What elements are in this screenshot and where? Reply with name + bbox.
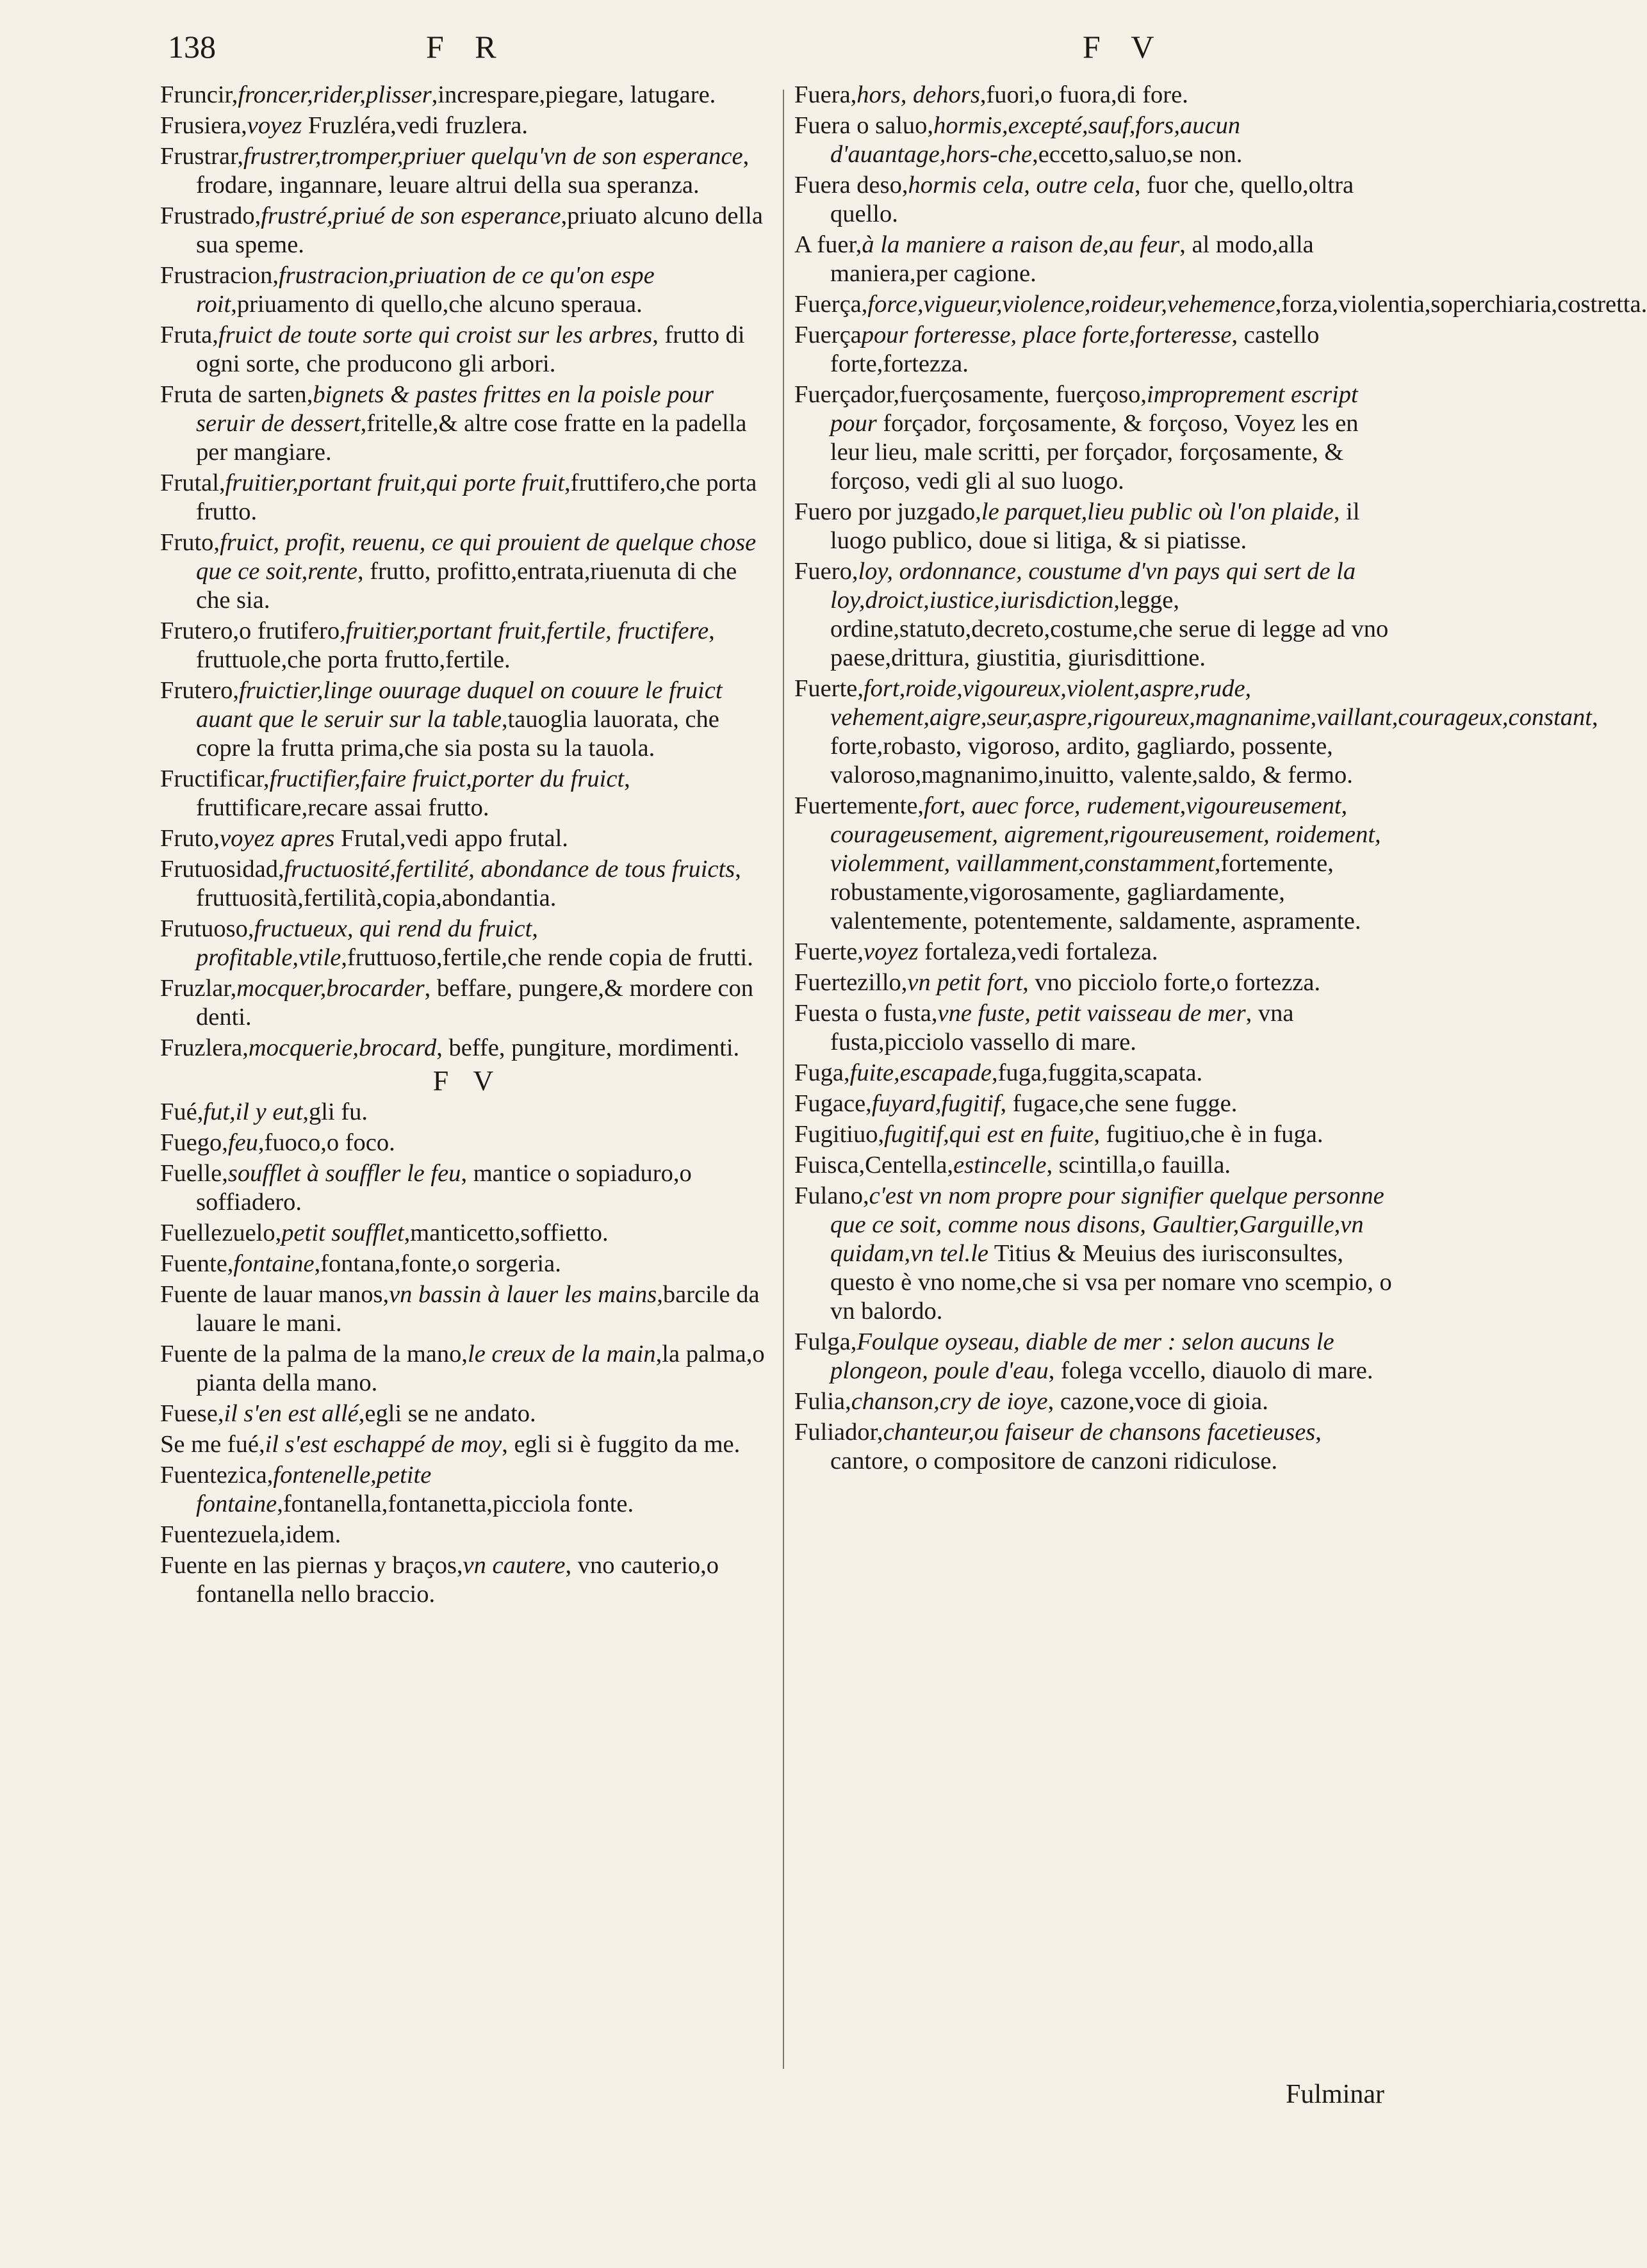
entry-french: fugitif,qui est en fuite xyxy=(884,1121,1094,1148)
entry-headword: Fuese, xyxy=(160,1400,224,1427)
entry-italian: , cazone,voce di gioia. xyxy=(1047,1388,1268,1415)
entry-headword: Fulga, xyxy=(794,1328,857,1355)
entry-italian: , frutto, profitto,entrata,riuenuta di che che sia. xyxy=(196,558,737,614)
entry-italian: , frodare, ingannare, leuare altrui della sua speranza. xyxy=(196,143,750,199)
entry-italian: ,fuori,o fuora,di fore. xyxy=(979,81,1188,108)
entry-italian: , il luogo publico, doue si litiga, & si piatisse. xyxy=(830,498,1360,554)
entry-italian: ,increspare,piegare, latugare. xyxy=(431,81,716,108)
entry-italian: ,priuato alcuno della sua speme. xyxy=(196,202,763,258)
dictionary-entry xyxy=(160,974,775,1032)
entry-french: mocquerie,brocard xyxy=(248,1034,437,1061)
entry-french: fut,il y eut xyxy=(203,1098,303,1125)
entry-italian: Fruzléra,vedi fruzlera. xyxy=(302,112,529,139)
entry-french: bignets & pastes frittes en la poisle pour seruir de dessert xyxy=(196,381,714,437)
entry-headword: Fruzlera, xyxy=(160,1034,249,1061)
entry-headword: A fuer, xyxy=(794,231,862,258)
entry-french: voyez apres xyxy=(220,825,335,852)
catchword: Fulminar xyxy=(1286,2080,1384,2109)
entry-italian: , beffare, pungere,& mordere con denti. xyxy=(196,975,754,1031)
entry-italian: , vno cauterio,o fontanella nello braccio. xyxy=(196,1552,719,1608)
entry-italian: , beffe, pungiture, mordimenti. xyxy=(436,1034,740,1061)
page-number: 138 xyxy=(168,29,216,65)
dictionary-entry xyxy=(160,1159,775,1217)
dictionary-entry xyxy=(160,321,775,379)
entry-french: vn bassin à lauer les mains xyxy=(389,1281,657,1308)
entry-italian: idem. xyxy=(285,1521,341,1548)
entry-headword: Frutero, xyxy=(160,677,239,704)
entry-french: chanteur,ou faiseur de chansons facetieuses xyxy=(883,1419,1316,1446)
entry-italian: ,fuoco,o foco. xyxy=(258,1129,395,1156)
entry-french: hormis,excepté,sauf,fors,aucun d'auantage,hors-che xyxy=(830,112,1241,168)
entry-italian: ,fruttuoso,fertile,che rende copia de frutti. xyxy=(341,944,753,971)
entry-french: mocquer,brocarder xyxy=(236,975,425,1002)
entry-french: fontenelle,petite fontaine xyxy=(196,1462,432,1517)
entry-headword: Frustrar, xyxy=(160,143,243,170)
dictionary-entry xyxy=(794,498,1393,555)
entry-italian: ,legge, ordine,statuto,decreto,costume,che serue di legge ad vno paese,drittura, giustitia, giurisdittione. xyxy=(830,587,1389,671)
dictionary-entry xyxy=(160,1551,775,1609)
dictionary-entry xyxy=(160,1430,775,1459)
entry-italian: , fugace,che sene fugge. xyxy=(1000,1090,1238,1117)
entry-italian: , al modo,alla maniera,per cagione. xyxy=(830,231,1314,287)
entry-italian: ,barcile da lauare le mani. xyxy=(196,1281,760,1337)
dictionary-entry xyxy=(160,1399,775,1428)
entry-headword: Frutuosidad, xyxy=(160,856,284,883)
entry-italian: , egli si è fuggito da me. xyxy=(502,1431,741,1458)
dictionary-entry xyxy=(794,1328,1393,1385)
entry-headword: Fuerça xyxy=(794,322,862,348)
entry-french: Foulque oyseau, diable de mer : selon aucuns le plongeon, poule d'eau xyxy=(830,1328,1334,1384)
entry-headword: Frutero,o frutifero, xyxy=(160,617,346,644)
dictionary-entry xyxy=(794,1151,1393,1180)
entry-headword: Fuente, xyxy=(160,1250,234,1277)
dictionary-entry xyxy=(160,1461,775,1519)
entry-french: fruitier,portant fruit,qui porte fruit xyxy=(225,469,565,496)
entry-headword: Fruzlar, xyxy=(160,975,237,1002)
entry-french: improprement escript pour xyxy=(830,381,1358,437)
entry-headword: Fuerte, xyxy=(794,675,864,702)
entry-french: le creux de la main xyxy=(468,1341,656,1367)
entry-italian: ,fruttifero,che porta frutto. xyxy=(196,469,757,525)
entry-french: fuite,escapade xyxy=(849,1059,992,1086)
dictionary-entry xyxy=(160,142,775,200)
entry-french: il s'en est allé xyxy=(224,1400,359,1427)
entry-italian: , castello forte,fortezza. xyxy=(830,322,1320,377)
dictionary-entry xyxy=(160,915,775,972)
entry-headword: Fuerçador,fuerçosamente, fuerçoso, xyxy=(794,381,1147,408)
entry-italian: ,tauoglia lauorata, che copre la frutta prima,che sia posta su la tauola. xyxy=(196,706,719,762)
entry-headword: Fuera deso, xyxy=(794,172,908,199)
entry-french: froncer,rider,plisser xyxy=(238,81,432,108)
entry-french: fruict, profit, reuenu, ce qui prouient de quelque chose que ce soit,rente xyxy=(196,529,757,585)
dictionary-entry xyxy=(794,290,1647,319)
entry-french: chanson,cry de ioye xyxy=(851,1388,1048,1415)
entry-headword: Fuerça, xyxy=(794,291,868,318)
dictionary-entry xyxy=(160,855,775,913)
dictionary-entry xyxy=(160,111,775,140)
entry-headword: Frusiera, xyxy=(160,112,247,139)
entry-french: vn cautere xyxy=(463,1552,566,1579)
entry-french: loy, ordonnance, coustume d'vn pays qui sert de la loy,droict,iustice,iurisdiction xyxy=(830,558,1356,614)
entry-italian: ,gli fu. xyxy=(302,1098,368,1125)
right-column xyxy=(794,81,1647,1478)
entry-italian: , mantice o sopiaduro,o soffiadero. xyxy=(196,1160,692,1216)
entry-headword: Fuera, xyxy=(794,81,857,108)
entry-italian: , fruttificare,recare assai frutto. xyxy=(196,765,630,821)
dictionary-entry xyxy=(160,1098,775,1127)
entry-headword: Se me fué, xyxy=(160,1431,265,1458)
dictionary-entry xyxy=(794,968,1393,997)
dictionary-entry xyxy=(794,171,1393,229)
dictionary-entry xyxy=(160,1521,775,1549)
entry-headword: Fuelle, xyxy=(160,1160,228,1187)
entry-french: c'est vn nom propre pour signifier quelque personne que ce soit, comme nous disons, Gaultier,Garguille,vn quidam,vn tel.le xyxy=(830,1182,1384,1267)
entry-french: estincelle xyxy=(953,1152,1047,1179)
entry-headword: Fué, xyxy=(160,1098,204,1125)
entry-headword: Fructificar, xyxy=(160,765,270,792)
dictionary-entry xyxy=(794,674,1598,790)
entry-italian: , forte,robasto, vigoroso, ardito, gagliardo, possente, valoroso,magnanimo,inuitto, valente,saldo, & fermo. xyxy=(830,704,1598,788)
dictionary-entry xyxy=(160,261,775,319)
running-head-left: F R xyxy=(426,29,508,65)
entry-french: frustré,priué de son esperance xyxy=(261,202,561,229)
entry-italian: fortaleza,vedi fortaleza. xyxy=(918,938,1158,965)
entry-headword: Fruta, xyxy=(160,322,218,348)
dictionary-entry xyxy=(794,792,1393,936)
entry-italian: ,la palma,o pianta della mano. xyxy=(196,1341,765,1396)
entry-headword: Fuisca,Centella, xyxy=(794,1152,954,1179)
dictionary-entry xyxy=(794,557,1393,673)
dictionary-entry xyxy=(794,111,1393,169)
dictionary-entry xyxy=(160,1034,775,1063)
entry-headword: Fuego, xyxy=(160,1129,228,1156)
entry-italian: , vno picciolo forte,o fortezza. xyxy=(1022,969,1321,996)
entry-french: fontaine xyxy=(233,1250,315,1277)
entry-headword: Fruto, xyxy=(160,529,220,556)
dictionary-entry xyxy=(160,1280,775,1338)
entry-french: fruictier,linge ouurage duquel on couure le fruict auant que le seruir sur la table xyxy=(196,677,723,733)
entry-italian: ,fontana,fonte,o sorgeria. xyxy=(314,1250,561,1277)
entry-french: à la maniere a raison de,au feur xyxy=(862,231,1180,258)
dictionary-entry xyxy=(160,1129,775,1157)
entry-french: frustracion,priuation de ce qu'on espe roit xyxy=(196,262,655,318)
dictionary-entry xyxy=(794,1182,1393,1326)
entry-headword: Fuellezuelo, xyxy=(160,1220,282,1246)
dictionary-entry xyxy=(794,1418,1393,1476)
entry-headword: Frustrado, xyxy=(160,202,261,229)
entry-headword: Fuera o saluo, xyxy=(794,112,934,139)
entry-french: frustrer,tromper,priuer quelqu'vn de son esperance xyxy=(243,143,743,170)
entry-italian: forçador, forçosamente, & forçoso, Voyez les en leur lieu, male scritti, per forçador, forçosamente, & forçoso, vedi gli al suo luogo. xyxy=(830,410,1359,494)
dictionary-entry xyxy=(160,81,775,110)
entry-headword: Fuliador, xyxy=(794,1419,883,1446)
entry-french: il s'est eschappé de moy xyxy=(265,1431,502,1458)
entry-headword: Fugace, xyxy=(794,1090,872,1117)
section-heading: F V xyxy=(432,1065,503,1097)
entry-italian: ,fontanella,fontanetta,picciola fonte. xyxy=(277,1490,634,1517)
dictionary-entry xyxy=(160,617,775,674)
entry-headword: Fuesta o fusta, xyxy=(794,1000,938,1027)
dictionary-entry xyxy=(160,1219,775,1248)
entry-headword: Fruto, xyxy=(160,825,220,852)
entry-italian: , fuor che, quello,oltra quello. xyxy=(830,172,1354,227)
entry-french: voyez xyxy=(863,938,919,965)
dictionary-entry xyxy=(794,81,1393,110)
entry-french: fructuosité,fertilité, abondance de tous fruicts xyxy=(284,856,735,883)
dictionary-entry xyxy=(160,469,775,526)
entry-headword: Fuero, xyxy=(794,558,858,585)
dictionary-entry xyxy=(160,824,775,853)
entry-french: hormis cela, outre cela xyxy=(908,172,1135,199)
entry-french: force,vigueur,violence,roideur,vehemence xyxy=(867,291,1275,318)
dictionary-entry xyxy=(160,528,775,615)
entry-italian: ,fortemente, robustamente,vigorosamente, gagliardamente, valentemente, potentemente, saldamente, aspramente. xyxy=(830,850,1361,934)
entry-headword: Fuentezica, xyxy=(160,1462,274,1489)
dictionary-entry xyxy=(794,999,1393,1057)
entry-headword: Fruta de sarten, xyxy=(160,381,313,408)
entry-french: fruict de toute sorte qui croist sur les arbres xyxy=(218,322,653,348)
dictionary-entry xyxy=(794,1120,1393,1149)
entry-french: hors, dehors xyxy=(856,81,980,108)
entry-headword: Fuentezuela, xyxy=(160,1521,286,1548)
entry-headword: Fuertemente, xyxy=(794,792,924,819)
entry-italian: ,manticetto,soffietto. xyxy=(404,1220,609,1246)
dictionary-entry xyxy=(794,231,1393,288)
entry-italian: ,egli se ne andato. xyxy=(358,1400,536,1427)
dictionary-entry xyxy=(160,202,775,259)
entry-italian: , scintilla,o fauilla. xyxy=(1046,1152,1231,1179)
entry-french: fructifier,faire fruict,porter du fruict xyxy=(269,765,625,792)
entry-italian: Titius & Meuius des iurisconsultes, questo è vno nome,che si vsa per nomare vno scempio, o vn balordo. xyxy=(830,1240,1392,1325)
dictionary-entry xyxy=(160,380,775,467)
column-divider xyxy=(783,90,784,2069)
left-column xyxy=(160,81,775,1611)
entry-headword: Fuga, xyxy=(794,1059,850,1086)
entry-french: petit soufflet xyxy=(281,1220,404,1246)
running-head-right: F V xyxy=(1083,29,1166,65)
dictionary-entry xyxy=(794,1059,1393,1088)
dictionary-entry xyxy=(794,380,1393,496)
entry-italian: , fruttuosità,fertilità,copia,abondantia. xyxy=(196,856,741,911)
dictionary-entry xyxy=(160,676,775,763)
entry-headword: Fugitiuo, xyxy=(794,1121,885,1148)
dictionary-entry xyxy=(794,1089,1393,1118)
entry-french: fuyard,fugitif xyxy=(871,1090,1001,1117)
entry-italian: , vna fusta,picciolo vassello di mare. xyxy=(830,1000,1294,1056)
entry-headword: Frustracion, xyxy=(160,262,279,289)
entry-italian: , folega vccello, diauolo di mare. xyxy=(1048,1357,1373,1384)
entry-french: fructueux, qui rend du fruict, profitable,vtile xyxy=(196,915,538,971)
entry-headword: Fuero por juzgado, xyxy=(794,498,981,525)
entry-italian: Frutal,vedi appo frutal. xyxy=(334,825,568,852)
entry-french: fort,roide,vigoureux,violent,aspre,rude, vehement,aigre,seur,aspre,rigoureux,magnanime,vaillant,courageux,constant xyxy=(830,675,1592,731)
entry-italian: ,fuga,fuggita,scapata. xyxy=(991,1059,1203,1086)
entry-headword: Frutal, xyxy=(160,469,225,496)
entry-headword: Fuerte, xyxy=(794,938,864,965)
entry-headword: Fulia, xyxy=(794,1388,851,1415)
entry-headword: Fuente de lauar manos, xyxy=(160,1281,389,1308)
entry-french: fort, auec force, rudement,vigoureusement, courageusement, aigrement,rigoureusement, roidement, violemment, vaillamment,constamment xyxy=(830,792,1381,877)
entry-headword: Frutuoso, xyxy=(160,915,254,942)
dictionary-entry xyxy=(160,1250,775,1278)
entry-italian: , frutto di ogni sorte, che producono gli arbori. xyxy=(196,322,745,377)
dictionary-entry xyxy=(794,1387,1393,1416)
entry-headword: Fuente de la palma de la mano, xyxy=(160,1341,468,1367)
dictionary-entry xyxy=(794,321,1393,379)
entry-french: voyez xyxy=(247,112,302,139)
entry-french: feu xyxy=(227,1129,258,1156)
entry-headword: Fruncir, xyxy=(160,81,238,108)
entry-italian: ,forza,violentia,soperchiaria,costretta. xyxy=(1275,291,1647,318)
entry-french: soufflet à souffler le feu xyxy=(227,1160,461,1187)
entry-italian: ,fritelle,& altre cose fratte en la padella per mangiare. xyxy=(196,410,747,466)
dictionary-entry xyxy=(794,938,1393,967)
entry-italian: , fruttuole,che porta frutto,fertile. xyxy=(196,617,715,673)
entry-italian: ,priuamento di quello,che alcuno speraua. xyxy=(231,291,643,318)
entry-italian: ,eccetto,saluo,se non. xyxy=(1032,141,1243,168)
entry-french: le parquet,lieu public où l'on plaide xyxy=(981,498,1334,525)
entry-french: vn petit fort xyxy=(907,969,1023,996)
dictionary-entry xyxy=(160,765,775,822)
entry-headword: Fulano, xyxy=(794,1182,869,1209)
entry-headword: Fuente en las piernas y braços, xyxy=(160,1552,463,1579)
entry-french: vne fuste, petit vaisseau de mer xyxy=(937,1000,1246,1027)
dictionary-entry xyxy=(160,1340,775,1398)
entry-french: fruitier,portant fruit,fertile, fructifere xyxy=(345,617,709,644)
entry-italian: , cantore, o compositore de canzoni ridiculose. xyxy=(830,1419,1322,1474)
entry-italian: , fugitiuo,che è in fuga. xyxy=(1094,1121,1323,1148)
entry-headword: Fuertezillo, xyxy=(794,969,908,996)
entry-french: pour forteresse, place forte,forteresse xyxy=(861,322,1232,348)
